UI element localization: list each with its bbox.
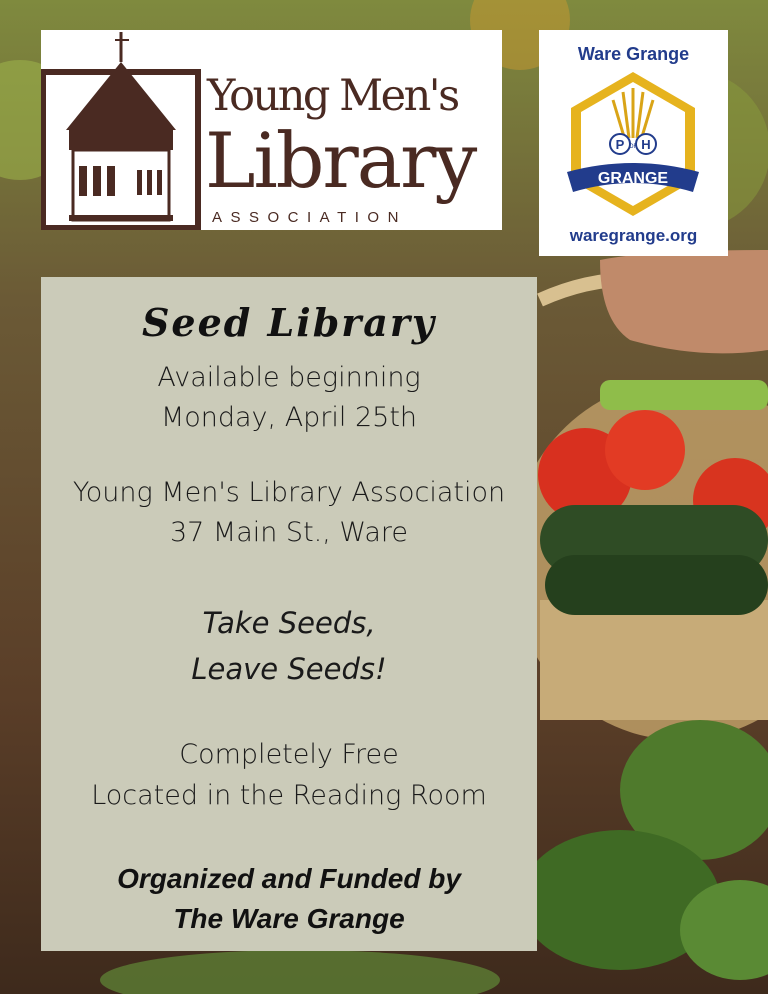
slogan-line2: Leave Seeds! [191, 652, 387, 686]
info-line1: Completely Free [179, 739, 399, 770]
grange-banner-text: GRANGE [597, 170, 669, 187]
logo-title-line3: ASSOCIATION [212, 209, 407, 226]
location-line1: Young Men's Library Association [72, 477, 506, 508]
grange-url: waregrange.org [569, 226, 698, 245]
available-line1: Available beginning [157, 362, 421, 393]
badge-of: OF [628, 144, 638, 150]
grange-emblem-icon [565, 68, 702, 220]
location-line2: 37 Main St., Ware [169, 517, 409, 548]
flyer-title: Seed Library [141, 300, 437, 345]
info-line2: Located in the Reading Room [91, 780, 487, 811]
logo-title-line1: Young Men's [207, 71, 458, 121]
badge-p: P [615, 137, 625, 152]
organizer-line2: The Ware Grange [173, 903, 405, 934]
logo-title-line2: Library [205, 116, 476, 205]
organizer-line1: Organized and Funded by [117, 863, 461, 894]
grange-name: Ware Grange [577, 44, 690, 64]
available-line2: Monday, April 25th [160, 402, 418, 433]
slogan-line1: Take Seeds, [202, 606, 376, 640]
library-tower-icon [41, 30, 201, 230]
badge-h: H [641, 137, 651, 152]
